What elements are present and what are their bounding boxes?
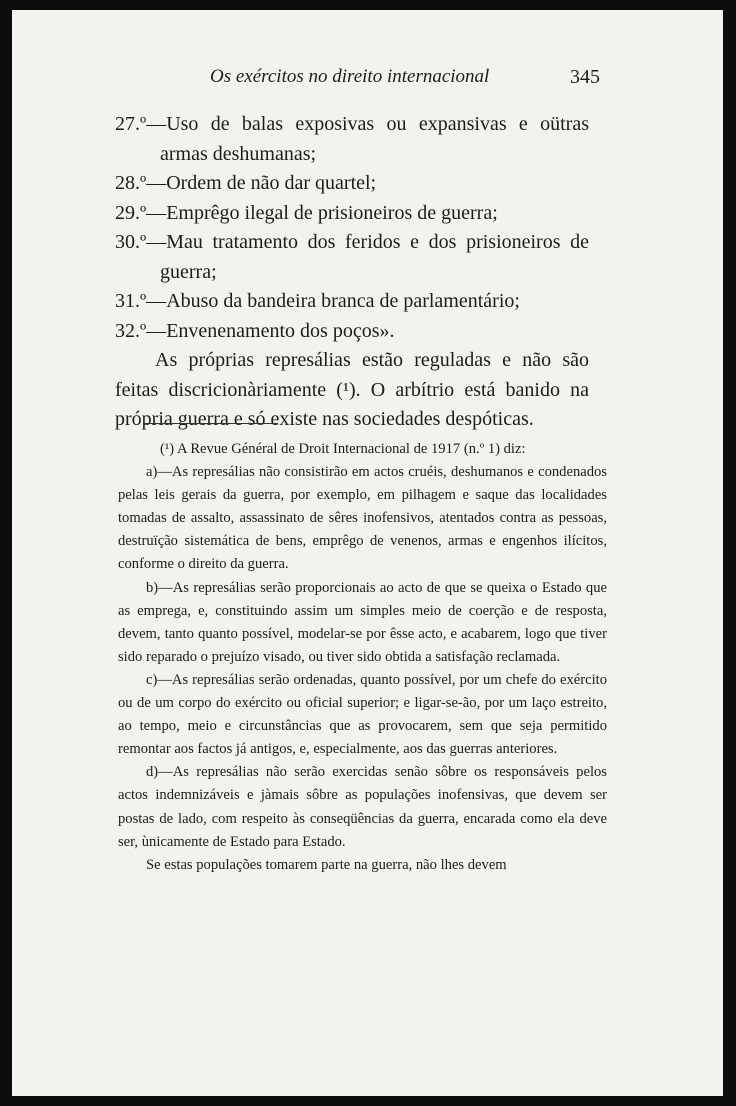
footnote-paragraph: a)—As represálias não consistirão em actos cruéis, deshumanos e condenados pelas leis gerais da guerra, por exemplo, em pilhagem e saque das localidades tomadas de assalto, assassinato de sêres inofensivos, atentados contra as pessoas, destruïção sistemática de bens, emprêgo de venenos, armas e engenhos ilícitos, conforme o direito da guerra. (118, 464, 607, 573)
running-header (210, 66, 600, 88)
footnote-paragraph: b)—As represálias serão proporcionais ao acto de que se queixa o Estado que as emprega, e, constituindo assim um simples meio de coerção e de resposta, devem, tanto quanto possível, modelar-se por êsse acto, e acabarem, logo que tiver sido reparado o prejuízo visado, ou tiver sido obtida a satisfação reclamada. (118, 579, 607, 665)
footnote-paragraph: c)—As represálias serão ordenadas, quanto possível, por um chefe do exército ou de um corpo do exército ou oficial superior; e ligar-se-ão, por um laço estreito, ao tempo, meio e circunstâncias que as provocarem, sem que seja permitido remontar aos factos já antigos, e, especialmente, aos das guerras anteriores. (118, 671, 607, 758)
list-item: 30.º—Mau tratamento dos feridos e dos prisioneiros de guerra; (115, 231, 589, 283)
list-item: 29.º—Emprêgo ilegal de prisioneiros de guerra; (115, 201, 498, 224)
footnote-paragraph: d)—As represálias não serão exercidas senão sôbre os responsáveis pelos actos indemnizáveis e jàmais sôbre as populações inofensivas, que devem ser postas de lado, com respeito às conseqüências da guerra, encarada como ela deve ser, ùnicamente de Estado para Estado. (118, 764, 607, 850)
footnote-paragraph: Se estas populações tomarem parte na guerra, não lhes devem (146, 856, 507, 873)
list-item: 28.º—Ordem de não dar quartel; (115, 172, 377, 194)
main-text (115, 110, 589, 435)
list-item: 31.º—Abuso da bandeira branca de parlamentário; (115, 290, 520, 312)
footnotes (118, 438, 607, 877)
list-item: 32.º—Envenenamento dos poços». (115, 319, 395, 342)
footnote-rule (143, 423, 278, 424)
footnote-intro: (¹) A Revue Général de Droit Internacional de 1917 (n.º 1) diz: (160, 441, 526, 457)
body-paragraph: As próprias represálias estão reguladas e não são feitas discricionàriamente (¹). O arbítrio está banido na própria guerra e só existe nas sociedades despóticas. (115, 349, 589, 430)
list-item: 27.º—Uso de balas exposivas ou expansivas e oütras armas deshumanas; (115, 113, 589, 165)
book-page (12, 10, 723, 1096)
page-number: 345 (570, 66, 600, 88)
running-title: Os exércitos no direito internacional (210, 66, 490, 87)
